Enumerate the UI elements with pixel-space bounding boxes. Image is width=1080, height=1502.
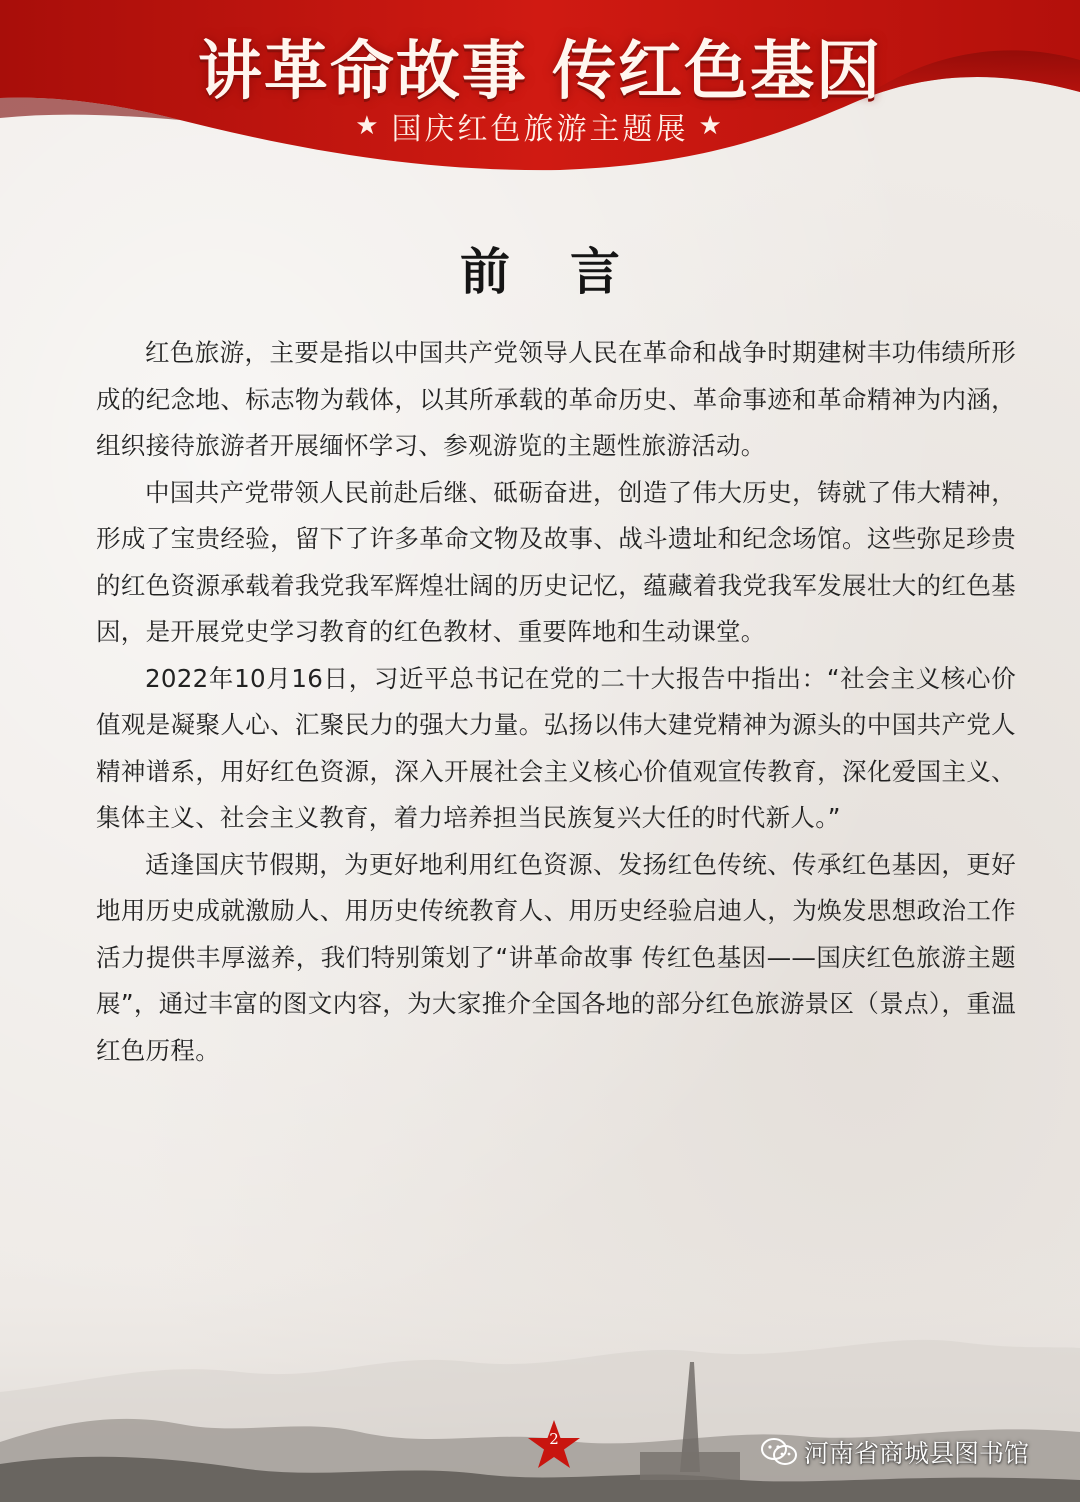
- paragraph: 中国共产党带领人民前赴后继、砥砺奋进，创造了伟大历史，铸就了伟大精神，形成了宝贵经验，留下了许多革命文物及故事、战斗遗址和纪念场馆。这些弥足珍贵的红色资源承载着我党我军辉煌壮阔的历史记忆，蕴藏着我党我军发展壮大的红色基因，是开展党史学习教育的红色教材、重要阵地和生动课堂。: [96, 477, 1016, 646]
- star-icon: ★: [698, 111, 725, 141]
- page-heading: 前言: [460, 242, 680, 301]
- wechat-icon: [760, 1436, 798, 1468]
- paragraph: 2022年10月16日，习近平总书记在党的二十大报告中指出：“社会主义核心价值观是凝聚人心、汇聚民力的强大力量。弘扬以伟大建党精神为源头的中国共产党人精神谱系，用好红色资源，深入开展社会主义核心价值观宣传教育，深化爱国主义、集体主义、社会主义教育，着力培养担当民族复兴大任的时代新人。”: [96, 663, 1016, 832]
- paragraph: 适逢国庆节假期，为更好地利用红色资源、发扬红色传统、传承红色基因，更好地用历史成就激励人、用历史传统教育人、用历史经验启迪人，为焕发思想政治工作活力提供丰厚滋养，我们特别策划了“讲革命故事 传红色基因——国庆红色旅游主题展”，通过丰富的图文内容，为大家推介全国各地的部分红色旅游景区（景点），重温红色历程。: [96, 849, 1016, 1065]
- watermark: [760, 1432, 1029, 1472]
- banner-title: 讲革命故事 传红色基因: [197, 34, 883, 109]
- body-text: [96, 330, 1016, 1074]
- paragraph: 红色旅游，主要是指以中国共产党领导人民在革命和战争时期建树丰功伟绩所形成的纪念地、标志物为载体，以其所承载的革命历史、革命事迹和革命精神为内涵，组织接待旅游者开展缅怀学习、参观游览的主题性旅游活动。: [96, 338, 1016, 460]
- star-icon: ★: [355, 111, 382, 141]
- page-number: 2: [549, 1430, 559, 1448]
- watermark-text: 河南省商城县图书馆: [804, 1439, 1030, 1468]
- banner-subtitle: [0, 104, 1080, 148]
- banner-subtitle-text: 国庆红色旅游主题展: [391, 112, 689, 147]
